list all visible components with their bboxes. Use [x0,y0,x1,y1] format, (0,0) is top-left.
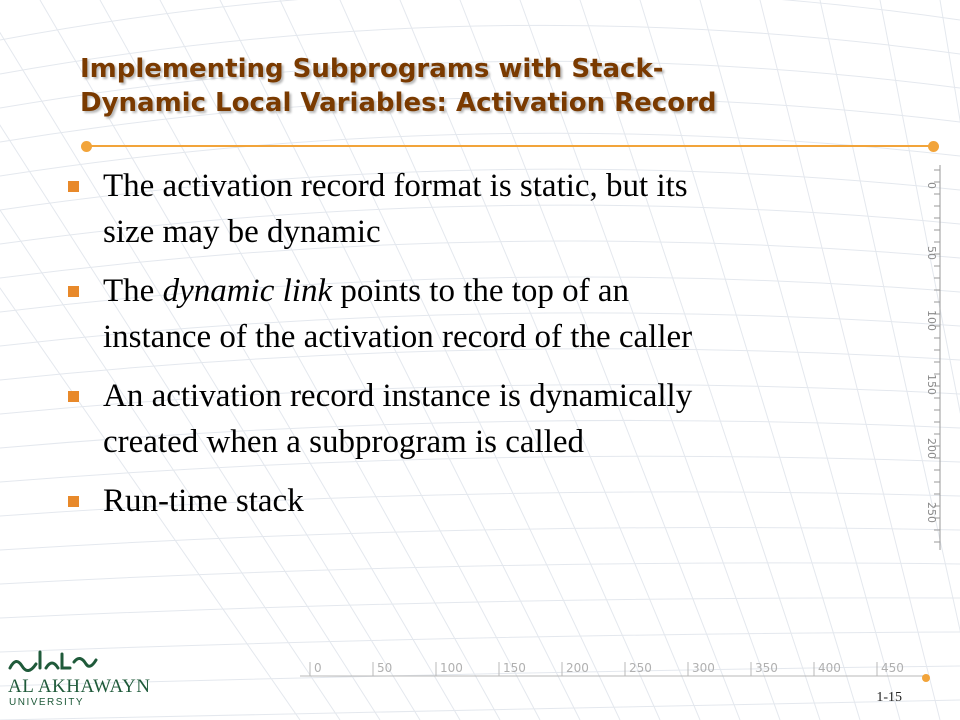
vertical-ruler-label: 100 [925,310,938,331]
ruler-end-dot [922,674,930,682]
bullet-item [65,163,895,255]
logo-line-1: AL AKHAWAYN [8,676,151,697]
dynamic-link-term: dynamic link [162,273,333,309]
vertical-ruler-label: 0 [925,182,938,189]
horizontal-ruler-label: 400 [818,661,841,675]
square-bullet-icon [68,286,79,297]
bullet-line-2: size may be dynamic [103,214,381,250]
vertical-ruler [925,165,940,550]
bullet-item [65,478,895,524]
university-logo [6,648,151,710]
slide-title-line-1: Implementing Subprograms with Stack- [80,54,664,84]
bullet-line-2: instance of the activation record of the caller [103,319,693,355]
horizontal-ruler-label: 100 [440,661,463,675]
horizontal-ruler-label: 450 [881,661,904,675]
slide-title-line-2: Dynamic Local Variables: Activation Record [80,88,717,118]
title-underline-left-dot [81,141,92,152]
horizontal-ruler-label: 0 [314,661,322,675]
logo-arabic-wordmark [6,648,100,674]
title-underline-right-dot [928,141,939,152]
bullet-list [65,163,895,537]
square-bullet-icon [68,391,79,402]
logo-line-2: UNIVERSITY [9,697,85,708]
slide-title [80,52,880,120]
vertical-ruler-label: 150 [925,374,938,395]
bullet-line-1: An activation record instance is dynamically [103,378,693,414]
horizontal-ruler-label: 200 [566,661,589,675]
horizontal-ruler-label: 250 [629,661,652,675]
title-underline [87,145,932,147]
bullet-item [65,373,895,465]
bullet-line-1: The dynamic link points to the top of an [103,273,630,309]
vertical-ruler-label: 50 [925,246,938,260]
horizontal-ruler-label: 50 [377,661,393,675]
square-bullet-icon [68,496,79,507]
horizontal-ruler-label: 350 [755,661,778,675]
horizontal-ruler-label: 300 [692,661,715,675]
bullet-line-2: created when a subprogram is called [103,424,585,460]
slide-number: 1-15 [876,690,902,705]
bullet-item [65,268,895,360]
horizontal-ruler-label: 150 [503,661,526,675]
bullet-line-1: Run-time stack [103,483,304,519]
square-bullet-icon [68,181,79,192]
vertical-ruler-label: 250 [925,502,938,523]
bullet-line-1: The activation record format is static, but its [103,168,688,204]
vertical-ruler-label: 200 [925,438,938,459]
